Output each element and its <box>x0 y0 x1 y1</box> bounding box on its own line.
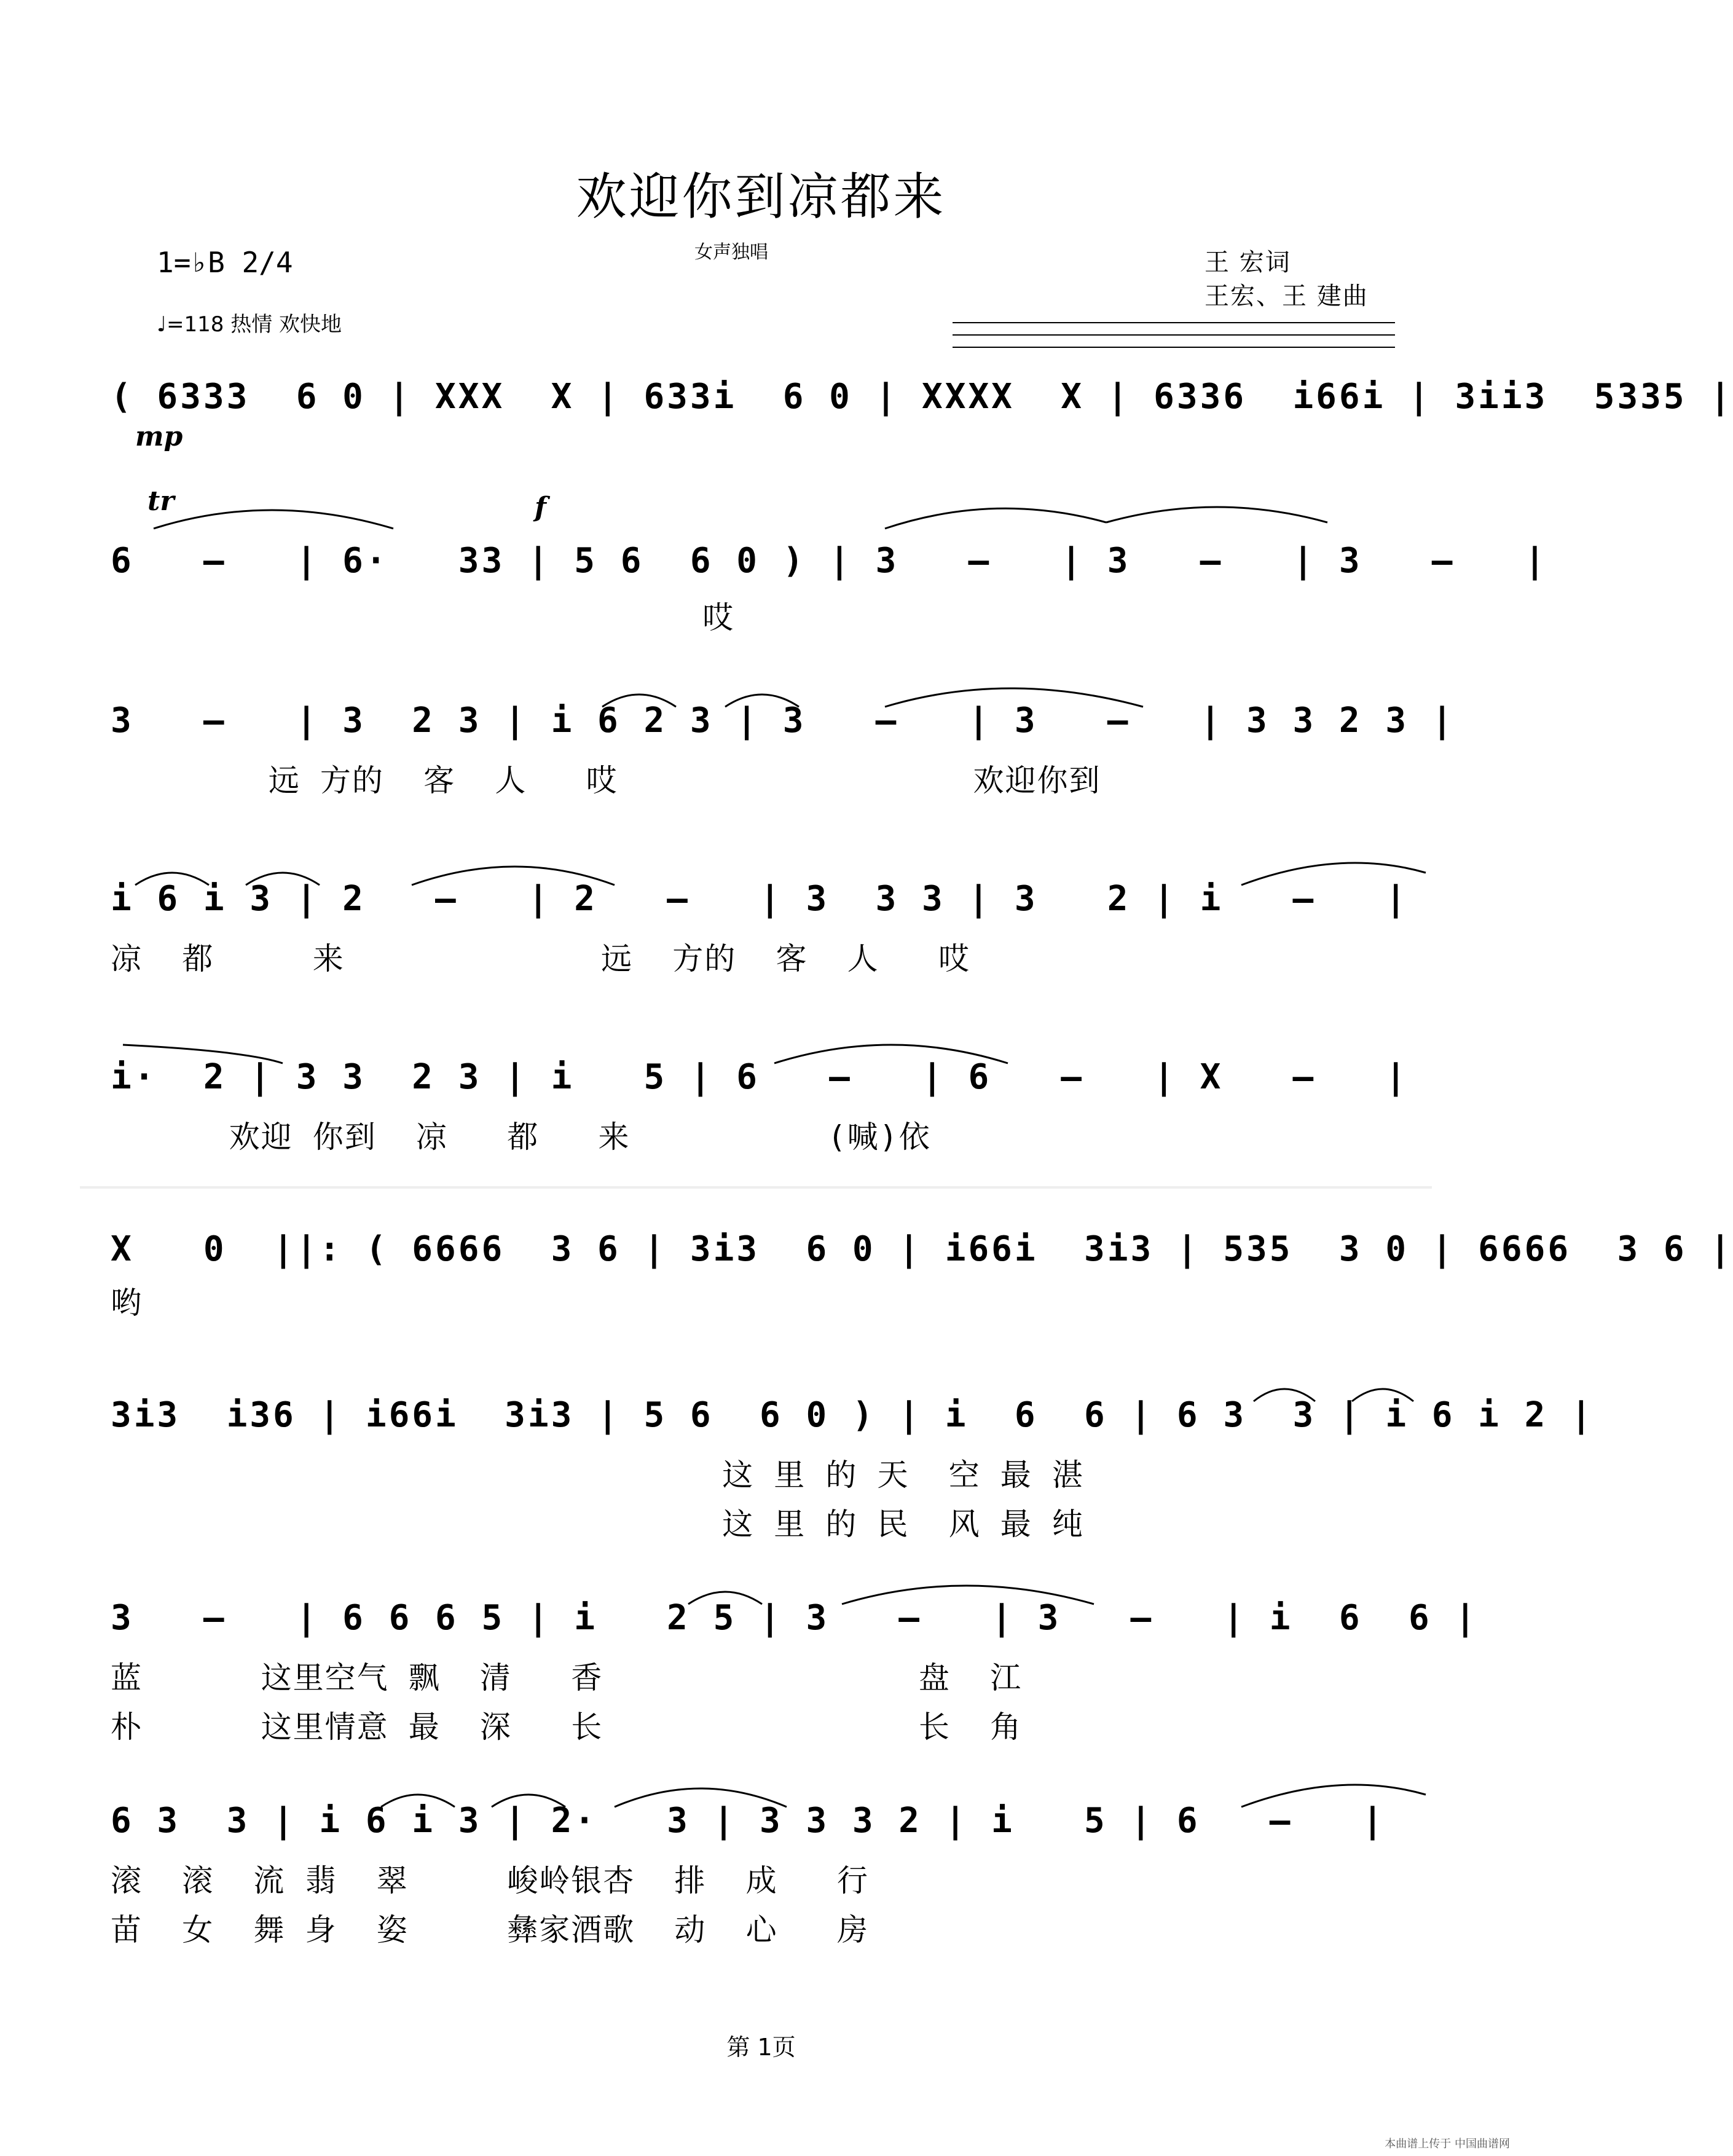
score-line-7 <box>111 1377 1594 1542</box>
dynamic-mp: mp <box>135 421 183 452</box>
notes: 3i3 i36 | i66i 3i3 | 5 6 6 0 ) | i 6 6 | 6 3 3 | i 6 i 2 | <box>111 1395 1594 1435</box>
lyrics: 欢迎 你到 凉 都 来 (喊)依 <box>111 1119 931 1155</box>
score-line-4 <box>111 860 1413 996</box>
score-line-8 <box>111 1580 1479 1745</box>
decorative-rule <box>953 317 1395 360</box>
score-line-2 <box>111 486 1548 639</box>
composer-credit: 王宏、王 建曲 <box>1204 282 1369 310</box>
score-line-6 <box>111 1217 1733 1340</box>
key-signature: 1=♭B 2/4 <box>157 246 293 279</box>
tempo-marking: ♩=118 热情 欢快地 <box>157 312 342 337</box>
notes: 6 3 3 | i 6 i 3 | 2· 3 | 3 3 3 2 | i 5 | 6 – | <box>111 1801 1386 1841</box>
lyrics-verse-1: 这 里 的 天 空 最 湛 <box>111 1457 1084 1493</box>
lyrics: 哎 <box>111 600 735 635</box>
lyrics-verse-2: 苗 女 舞 身 姿 彝家酒歌 动 心 房 <box>111 1912 869 1948</box>
page-number: 第 1页 <box>726 2034 796 2061</box>
section-divider <box>80 1186 1432 1189</box>
lyrics-verse-1: 蓝 这里空气 飘 清 香 盘 江 <box>111 1660 1023 1696</box>
score-line-1 <box>111 372 1733 458</box>
slurs <box>147 498 1475 535</box>
lyrics: 哟 <box>111 1285 143 1321</box>
lyricist-credit: 王 宏词 <box>1204 248 1291 277</box>
subtitle: 女声独唱 <box>694 242 768 263</box>
lyrics: 远 方的 客 人 哎 欢迎你到 <box>111 763 1101 798</box>
lyrics-verse-1: 滚 滚 流 翡 翠 峻岭银杏 排 成 行 <box>111 1863 869 1898</box>
dynamic-f: f <box>535 492 546 523</box>
song-title: 欢迎你到凉都来 <box>576 168 946 226</box>
score-line-3 <box>111 682 1455 817</box>
watermark: 本曲谱上传于 中国曲谱网 <box>1385 2138 1510 2150</box>
trill-mark: tr <box>147 486 175 517</box>
notes: 3 – | 3 2 3 | i 6 2 3 | 3 – | 3 – | 3 3 2 3 | <box>111 701 1455 741</box>
lyrics-verse-2: 朴 这里情意 最 深 长 长 角 <box>111 1709 1023 1745</box>
notes: 6 – | 6· 33 | 5 6 6 0 ) | 3 – | 3 – | 3 – | <box>111 541 1548 581</box>
notes: i 6 i 3 | 2 – | 2 – | 3 3 3 | 3 2 | i – | <box>111 879 1409 919</box>
score-line-9 <box>111 1782 1413 1954</box>
notes: 3 – | 6 6 6 5 | i 2 5 | 3 – | 3 – | i 6 6 | <box>111 1598 1479 1638</box>
lyrics: 凉 都 来 远 方的 客 人 哎 <box>111 941 970 977</box>
notes: i· 2 | 3 3 2 3 | i 5 | 6 – | 6 – | X – | <box>111 1057 1409 1097</box>
lyrics-verse-2: 这 里 的 民 风 最 纯 <box>111 1506 1084 1542</box>
notes: ( 6333 6 0 | XXX X | 633i 6 0 | XXXX X | 6336 i66i | 3ii3 5335 | <box>111 377 1733 417</box>
notes: X 0 ||: ( 6666 3 6 | 3i3 6 0 | i66i 3i3 | 535 3 0 | 6666 3 6 | <box>111 1229 1733 1269</box>
score-line-5 <box>111 1039 1413 1174</box>
